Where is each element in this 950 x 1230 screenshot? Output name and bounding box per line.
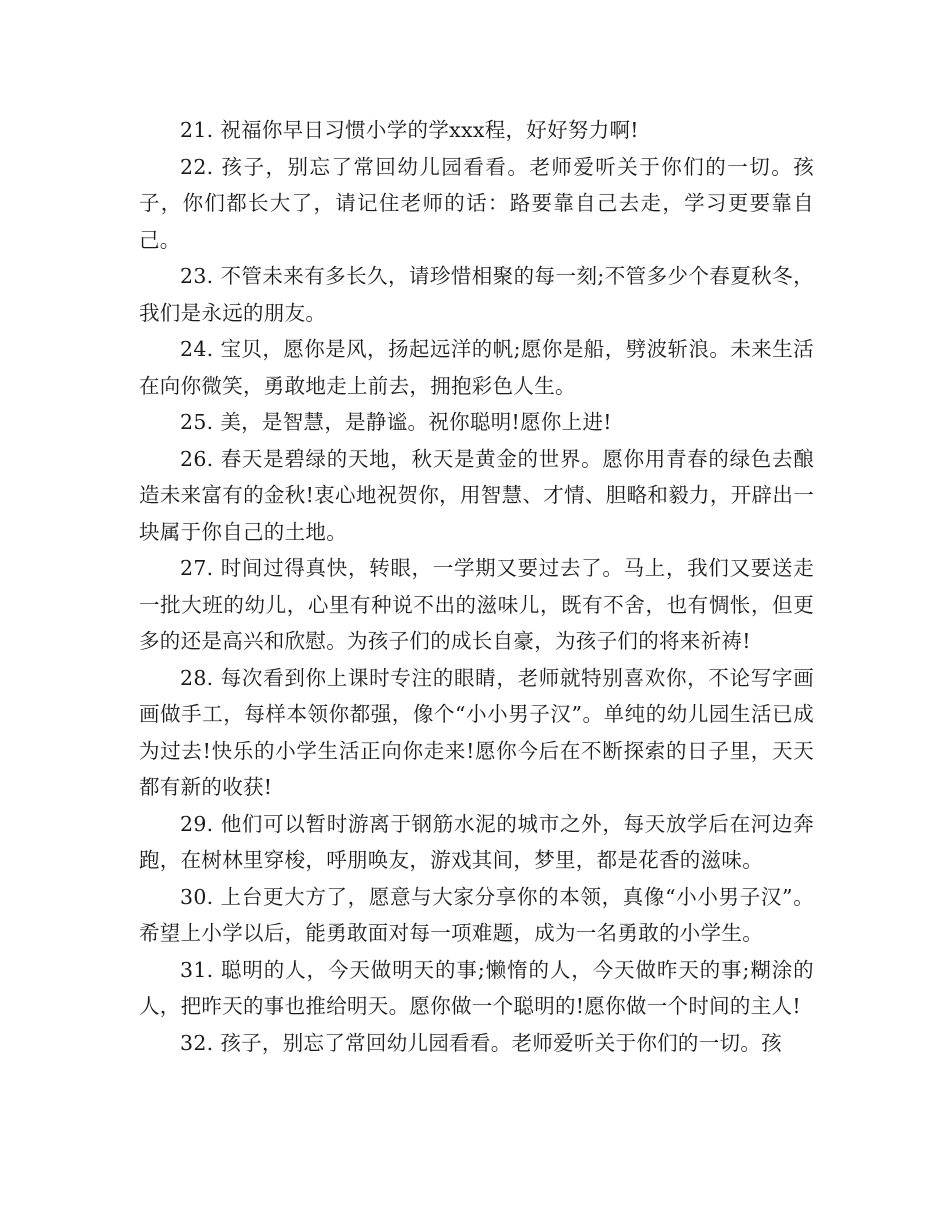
paragraph-22: 22. 孩子，别忘了常回幼儿园看看。老师爱听关于你们的一切。孩子，你们都长大了，请记住老师的话：路要靠自己去走，学习更要靠自己。 [139, 154, 814, 252]
paragraph-24: 24. 宝贝，愿你是风，扬起远洋的帆;愿你是船，劈波斩浪。未来生活在向你微笑，勇敢地走上前去，拥抱彩色人生。 [139, 337, 814, 398]
paragraph-21: 21. 祝福你早日习惯小学的学xxx程，好好努力啊! [180, 118, 639, 142]
document-body [139, 112, 814, 1061]
paragraph-32: 32. 孩子，别忘了常回幼儿园看看。老师爱听关于你们的一切。孩 [180, 1030, 782, 1055]
paragraph-26: 26. 春天是碧绿的天地，秋天是黄金的世界。愿你用青春的绿色去酿造未来富有的金秋!衷心地祝贺你，用智慧、才情、胆略和毅力，开辟出一块属于你自己的土地。 [139, 446, 814, 544]
paragraph-27: 27. 时间过得真快，转眼，一学期又要过去了。马上，我们又要送走一批大班的幼儿，心里有种说不出的滋味儿，既有不舍，也有惆怅，但更多的还是高兴和欣慰。为孩子们的成长自豪，为孩子们的将来祈祷! [139, 556, 814, 653]
paragraph-23: 23. 不管未来有多长久，请珍惜相聚的每一刻;不管多少个春夏秋冬，我们是永远的朋友。 [139, 264, 814, 325]
paragraph-31: 31. 聪明的人，今天做明天的事;懒惰的人，今天做昨天的事;糊涂的人，把昨天的事也推给明天。愿你做一个聪明的!愿你做一个时间的主人! [139, 957, 814, 1018]
paragraph-30: 30. 上台更大方了，愿意与大家分享你的本领，真像“小小男子汉”。希望上小学以后，能勇敢面对每一项难题，成为一名勇敢的小学生。 [139, 884, 814, 945]
paragraph-29: 29. 他们可以暂时游离于钢筋水泥的城市之外，每天放学后在河边奔跑，在树林里穿梭，呼朋唤友，游戏其间，梦里，都是花香的滋味。 [139, 811, 814, 872]
paragraph-25: 25. 美，是智慧，是静谧。祝你聪明!愿你上进! [180, 410, 612, 434]
paragraph-28: 28. 每次看到你上课时专注的眼睛，老师就特别喜欢你，不论写字画画做手工，每样本领你都强，像个“小小男子汉”。单纯的幼儿园生活已成为过去!快乐的小学生活正向你走来!愿你今后在不断探索的日子里，天天都有新的收获! [139, 665, 814, 799]
